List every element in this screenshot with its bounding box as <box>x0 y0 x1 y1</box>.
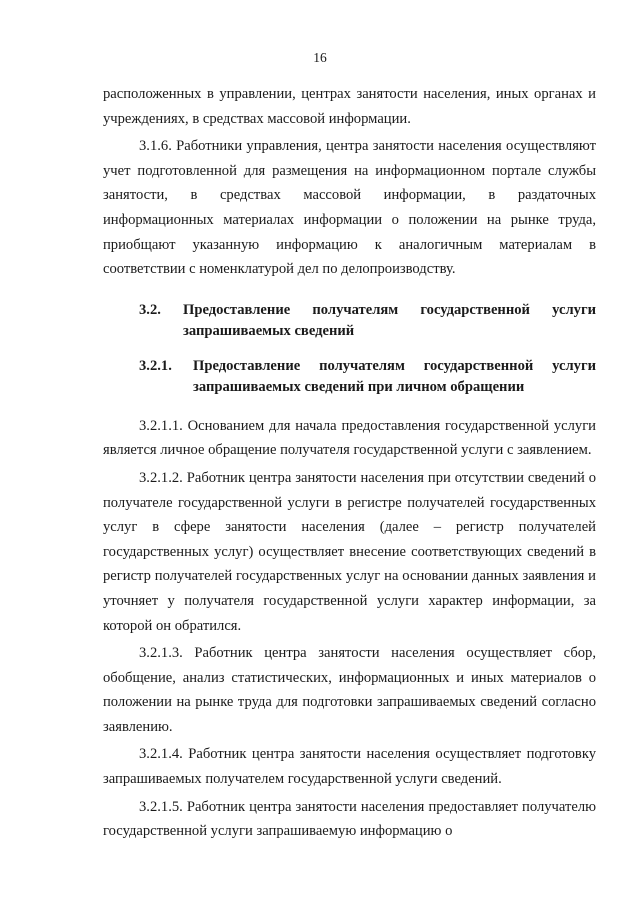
paragraph-3-2-1-4: 3.2.1.4. Работник центра занятости населения осуществляет подготовку запрашиваемых получателем государственной услуги сведений. <box>103 746 596 788</box>
document-body <box>103 82 596 844</box>
section-title: Предоставление получателям государственной услуги запрашиваемых сведений <box>183 301 596 339</box>
section-heading-3-2-1 <box>103 356 596 398</box>
paragraph-3-1-6: 3.1.6. Работники управления, центра занятости населения осуществляют учет подготовленной для размещения на информационном портале службы занятости, в средствах массовой информации, в раздаточных информационных материалах информации о положении на рынке труда, приобщают указанную информацию к аналогичным материалам в соответствии с номенклатурой дел по делопроизводству. <box>103 138 596 278</box>
page-number: 16 <box>313 50 327 65</box>
subsection-title: Предоставление получателям государственной услуги запрашиваемых сведений при личном обращении <box>193 357 596 395</box>
paragraph-3-2-1-2: 3.2.1.2. Работник центра занятости населения при отсутствии сведений о получателе государственной услуги в регистре получателей государственных услуг в сфере занятости населения (далее – регистр получателей государственных услуг) осуществляет внесение соответствующих сведений в регистр получателей государственных услуг на основании данных заявления и уточняет у получателя государственной услуги характер информации, за которой он обратился. <box>103 469 596 634</box>
paragraph-3-2-1-1: 3.2.1.1. Основанием для начала предоставления государственной услуги является личное обращение получателя государственной услуги с заявлением. <box>103 417 596 459</box>
paragraph-3-2-1-3: 3.2.1.3. Работник центра занятости населения осуществляет сбор, обобщение, анализ статистических, информационных и иных материалов о положении на рынке труда для подготовки запрашиваемых сведений согласно заявлению. <box>103 645 596 735</box>
paragraph-3-2-1-5: 3.2.1.5. Работник центра занятости населения предоставляет получателю государственной услуги запрашиваемую информацию о <box>103 798 596 840</box>
subsection-number: 3.2.1. <box>139 357 172 374</box>
section-number: 3.2. <box>139 301 161 318</box>
paragraph-continuation: расположенных в управлении, центрах занятости населения, иных органах и учреждениях, в средствах массовой информации. <box>103 86 596 127</box>
section-heading-3-2 <box>103 300 596 342</box>
